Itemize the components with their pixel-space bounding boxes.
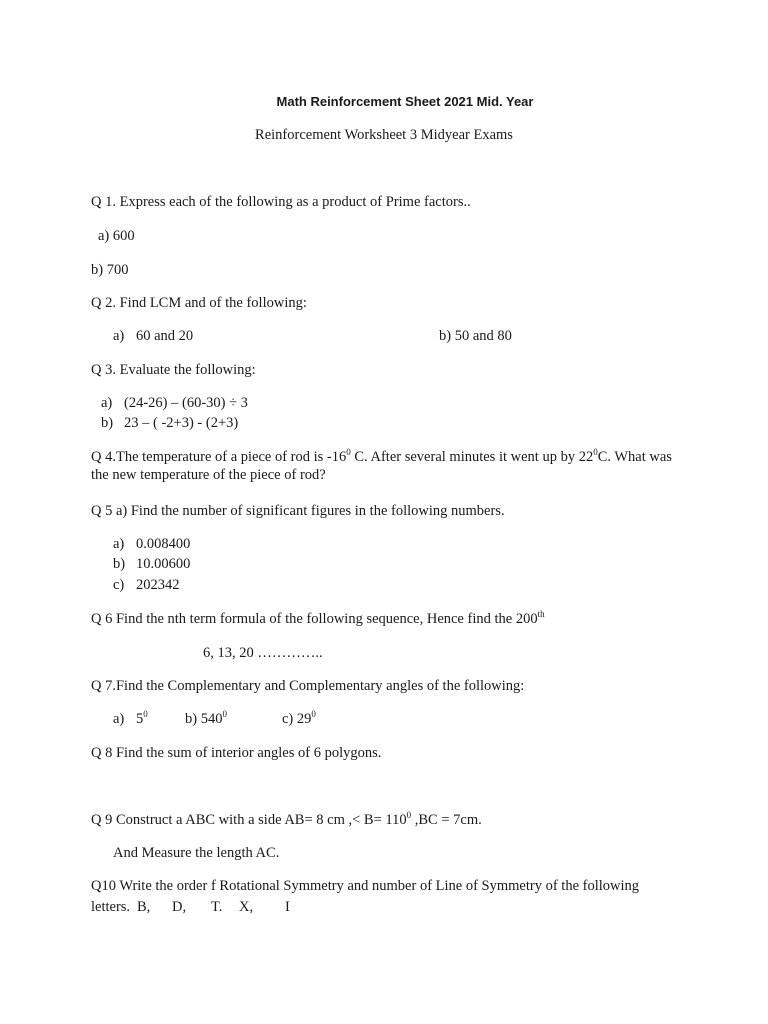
question-7-part-b	[185, 710, 227, 728]
question-4-text-3: C. What was the new temperature of the piece of rod?	[91, 449, 672, 483]
question-6	[91, 610, 545, 628]
letter-i: I	[285, 899, 290, 915]
question-3-part-b: 23 – ( -2+3) - (2+3)	[124, 415, 239, 431]
degree-superscript: 0	[593, 447, 598, 457]
degree-superscript: 0	[143, 709, 148, 719]
question-7-part-c-value: c) 29	[282, 711, 312, 727]
question-9-text-2: ,BC = 7cm.	[411, 812, 482, 828]
question-3-part-a-marker: a)	[101, 395, 113, 411]
question-3: Q 3. Evaluate the following:	[91, 362, 256, 378]
degree-superscript: 0	[311, 709, 316, 719]
question-7-part-b-value: b) 540	[185, 711, 223, 727]
question-4-text-1: Q 4.The temperature of a piece of rod is -16	[91, 449, 347, 465]
question-9-text-1: Q 9 Construct a ABC with a side AB= 8 cm ,< B= 110	[91, 812, 407, 828]
question-7-part-a-marker: a)	[113, 711, 125, 727]
question-1-part-b: b) 700	[91, 262, 129, 278]
question-7-part-a-value: 5	[136, 711, 144, 727]
degree-superscript: 0	[346, 447, 351, 457]
question-2-part-a: 60 and 20	[136, 328, 194, 344]
question-2-part-b: b) 50 and 80	[439, 328, 512, 344]
question-10-letters-prefix: letters.	[91, 899, 131, 915]
question-9	[91, 811, 482, 829]
letter-b: B,	[137, 899, 151, 915]
question-3-part-b-marker: b)	[101, 415, 114, 431]
question-9-follow-up: And Measure the length AC.	[113, 845, 280, 861]
question-5-item-c: 202342	[136, 577, 180, 593]
question-6-text: Q 6 Find the nth term formula of the following sequence, Hence find the 200	[91, 611, 538, 627]
question-10: Q10 Write the order f Rotational Symmetry and number of Line of Symmetry of the following	[91, 878, 640, 894]
question-2-part-a-marker: a)	[113, 328, 125, 344]
question-7-part-c	[282, 710, 316, 728]
question-5-item-a-marker: a)	[113, 536, 125, 552]
question-7: Q 7.Find the Complementary and Complementary angles of the following:	[91, 678, 525, 694]
question-6-sequence: 6, 13, 20 …………..	[203, 645, 323, 661]
letter-x: X,	[239, 899, 254, 915]
question-7-part-a	[136, 710, 148, 728]
page-subtitle: Reinforcement Worksheet 3 Midyear Exams	[255, 127, 513, 143]
question-1-part-a: a) 600	[98, 228, 135, 244]
question-5-item-a: 0.008400	[136, 536, 191, 552]
page-title: Math Reinforcement Sheet 2021 Mid. Year	[276, 94, 534, 109]
degree-superscript: 0	[222, 709, 227, 719]
ordinal-superscript: th	[537, 609, 545, 619]
question-8: Q 8 Find the sum of interior angles of 6 polygons.	[91, 745, 382, 761]
letter-t: T.	[211, 899, 223, 915]
question-5-item-b: 10.00600	[136, 556, 191, 572]
question-5-item-c-marker: c)	[113, 577, 125, 593]
question-3-part-a: (24-26) – (60-30) ÷ 3	[124, 395, 248, 411]
question-1: Q 1. Express each of the following as a product of Prime factors..	[91, 194, 471, 210]
question-4	[91, 448, 686, 484]
question-5-item-b-marker: b)	[113, 556, 126, 572]
letter-d: D,	[172, 899, 187, 915]
question-2: Q 2. Find LCM and of the following:	[91, 295, 307, 311]
question-4-text-2: C. After several minutes it went up by 22	[350, 449, 594, 465]
question-5: Q 5 a) Find the number of significant figures in the following numbers.	[91, 503, 505, 519]
degree-superscript: 0	[406, 810, 412, 820]
